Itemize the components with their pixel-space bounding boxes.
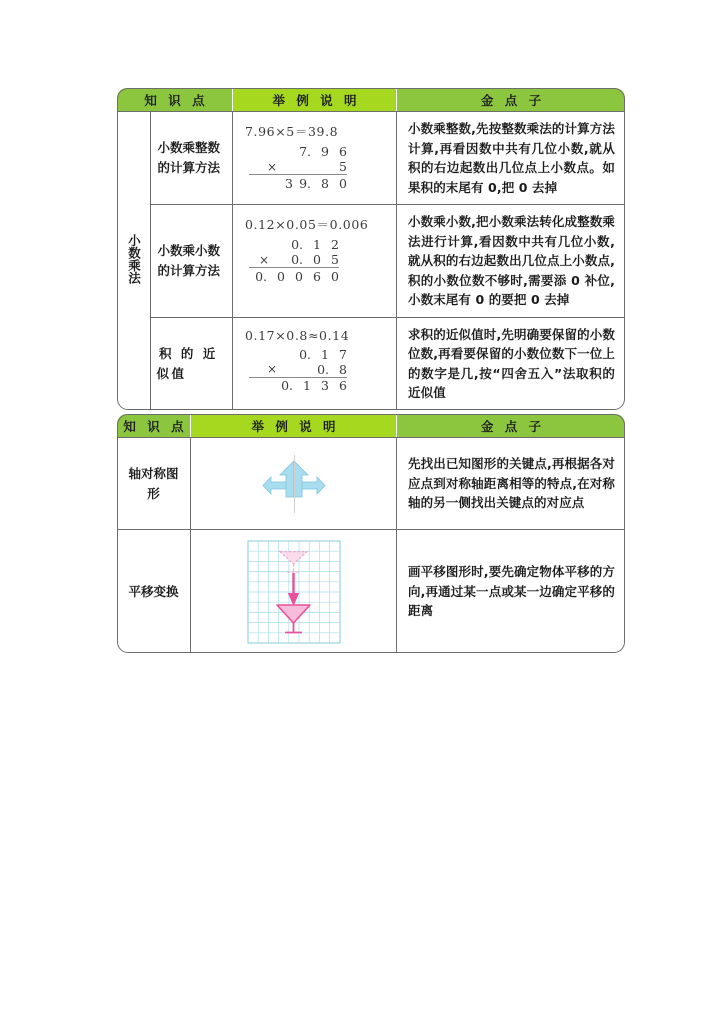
example-cell (233, 111, 397, 204)
digit: 0 (313, 252, 321, 267)
knowledge-cell (151, 317, 233, 410)
equation-text: 0.17×0.8≈0.14 (245, 327, 350, 343)
digit: 0. (255, 268, 267, 284)
digit: 0. (281, 378, 293, 393)
digit: 2 (331, 237, 339, 252)
golden-tip-text: 先找出已知图形的关键点,再根据各对应点到对称轴距离相等的特点,在对称轴的另一侧找出关键点的对应点 (408, 456, 615, 511)
digit: 7. (299, 144, 311, 159)
knowledge-text: 轴对称图形 (128, 465, 179, 501)
digit: 7 (339, 346, 347, 362)
decimal-multiplication-table (117, 88, 625, 410)
header-example: 举 例 说 明 (233, 88, 397, 111)
digit: 3 (285, 175, 293, 191)
vertical-calculation (249, 144, 347, 191)
example-figure-cell (191, 529, 397, 653)
golden-tip-text: 画平移图形时,要先确定物体平移的方向,再通过某一点或某一边确定平移的距离 (408, 564, 615, 619)
table-row (117, 437, 625, 529)
translation-figure (191, 540, 396, 644)
table-2-header-row (117, 414, 625, 437)
header-knowledge-point: 知 识 点 (117, 88, 233, 111)
geometry-transformation-table (117, 414, 625, 653)
header-golden-tip: 金 点 子 (397, 414, 625, 437)
knowledge-text: 平移变换 (128, 584, 179, 599)
vertical-calculation (249, 347, 347, 394)
digit: 0 (277, 268, 285, 284)
golden-tip-cell (397, 437, 625, 529)
digit: 1 (321, 346, 329, 362)
digit: 0. (317, 361, 329, 377)
digit: 0 (295, 268, 303, 284)
table-2-grid (117, 414, 625, 653)
digit: 6 (339, 378, 347, 393)
group-label-text: 小数乘法 (126, 233, 142, 284)
golden-tip-cell (397, 317, 625, 410)
digit: 6 (339, 144, 347, 159)
multiply-operator: × (259, 252, 270, 267)
digit: 0. (291, 237, 303, 252)
knowledge-text: 小数乘小数的计算方法 (157, 242, 221, 278)
golden-tip-cell (397, 204, 625, 317)
knowledge-cell (151, 204, 233, 317)
table-row (117, 317, 625, 410)
digit: 1 (303, 378, 311, 393)
knowledge-text: 积 的 近似值 (156, 345, 218, 381)
digit: 5 (339, 159, 347, 174)
header-example: 举 例 说 明 (191, 414, 397, 437)
example-figure-cell (191, 437, 397, 529)
knowledge-cell (117, 529, 191, 653)
digit: 3 (321, 378, 329, 393)
equation-text: 0.12×0.05＝0.006 (245, 217, 369, 232)
digit: 9 (321, 144, 329, 159)
digit: 1 (313, 237, 321, 252)
example-cell (233, 204, 397, 317)
digit: 5 (331, 252, 339, 267)
multiply-operator: × (267, 159, 278, 174)
knowledge-cell (117, 437, 191, 529)
digit: 0 (331, 268, 339, 284)
digit: 8 (339, 361, 347, 377)
table-1-grid (117, 88, 625, 410)
knowledge-text: 小数乘整数的计算方法 (157, 140, 221, 175)
header-golden-tip: 金 点 子 (397, 88, 625, 111)
table-1-header-row (117, 88, 625, 111)
table-row (117, 111, 625, 204)
golden-tip-text: 小数乘整数,先按整数乘法的计算方法计算,再看因数中共有几位小数,就从积的右边起数出几位点上小数点。如果积的末尾有 0,把 0 去掉 (408, 121, 615, 195)
example-cell (233, 317, 397, 410)
axis-symmetry-figure (191, 453, 396, 515)
header-knowledge-point: 知 识 点 (117, 414, 191, 437)
table-row (117, 204, 625, 317)
group-label-cell (117, 111, 151, 410)
digit: 0. (291, 252, 303, 267)
digit: 6 (313, 268, 321, 284)
golden-tip-cell (397, 529, 625, 653)
digit: 0. (299, 346, 311, 362)
vertical-calculation (249, 237, 339, 284)
digit: 8 (321, 175, 329, 191)
table-row (117, 529, 625, 653)
digit: 0 (339, 175, 347, 191)
golden-tip-cell (397, 111, 625, 204)
translation-grid-icon (247, 540, 341, 644)
knowledge-cell (151, 111, 233, 204)
symmetry-axis-line (294, 455, 295, 513)
multiply-operator: × (267, 362, 278, 376)
digit: 9. (299, 175, 311, 191)
golden-tip-text: 小数乘小数,把小数乘法转化成整数乘法进行计算,看因数中共有几位小数,就从积的右边起数出几位点上小数点,积的小数位数不够时,需要添 0 补位,小数末尾有 0 的要把 0 去掉 (408, 214, 615, 307)
golden-tip-text: 求积的近似值时,先明确要保留的小数位数,再看要保留的小数位数下一位上的数字是几,按“四舍五入”法取积的近似值 (408, 326, 615, 400)
equation-text: 7.96×5＝39.8 (245, 124, 339, 139)
